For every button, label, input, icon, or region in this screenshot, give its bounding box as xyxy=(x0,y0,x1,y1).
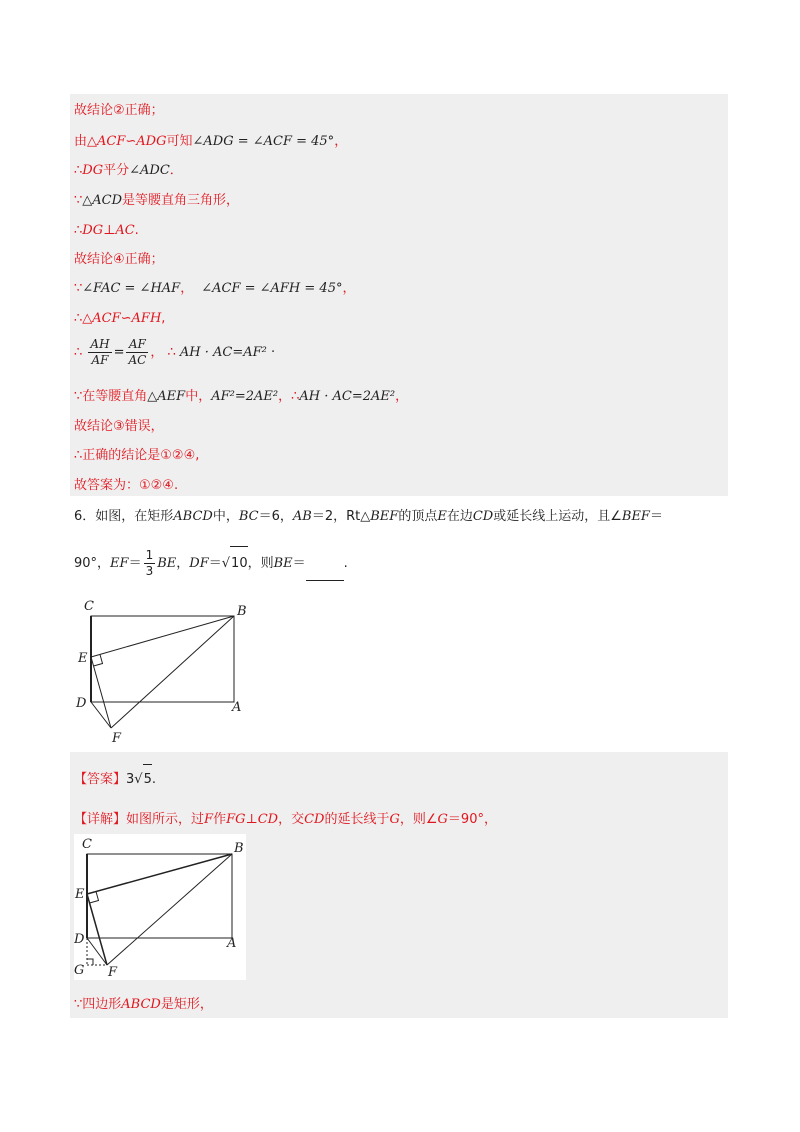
geometry-figure-2 xyxy=(74,834,246,980)
answer-line: 【答案】3√5. xyxy=(74,764,156,795)
label-b-2: B xyxy=(234,841,244,856)
isosceles-right-line: ∵△ACD是等腰直角三角形， xyxy=(74,193,240,208)
label-c-2: C xyxy=(82,837,92,852)
segment-eb-2 xyxy=(87,854,232,894)
fraction-af-ac: $\frac{AF}{AC}$ xyxy=(128,337,147,367)
label-a: A xyxy=(232,700,242,715)
label-e: E xyxy=(78,651,88,666)
answer-blank xyxy=(306,566,344,581)
label-d-2: D xyxy=(74,932,85,947)
rectangle-abcd xyxy=(91,616,234,702)
segment-ef-2 xyxy=(87,894,107,965)
label-b: B xyxy=(237,604,247,619)
segment-df-2 xyxy=(87,938,107,965)
segment-df xyxy=(91,702,111,728)
perpendicular-line: ∴DG⊥AC. xyxy=(74,223,139,238)
similar-afh-line: ∴△ACF∽AFH, xyxy=(74,311,166,326)
segment-ef xyxy=(91,657,111,728)
correct-conclusions-line: ∴正确的结论是①②④, xyxy=(74,448,200,463)
label-d: D xyxy=(76,696,87,711)
right-angle-mark-g xyxy=(87,959,93,965)
label-f: F xyxy=(112,731,122,746)
ratio-line: ∴ $\frac{AH}{AF}$ = $\frac{AF}{AC}$ ， ∴ AH · AC=AF² · xyxy=(74,337,276,367)
question-6-line-1: 6．如图，在矩形ABCD中，BC＝6，AB＝2，Rt△BEF的顶点E在边CD或延长线上运动，且∠BEF＝ xyxy=(74,509,663,524)
rectangle-abcd-2 xyxy=(87,854,232,938)
geometry-figure-1 xyxy=(74,596,254,746)
segment-eb xyxy=(91,616,234,657)
angle-equality-line: ∵∠FAC = ∠HAF， ∠ACF = ∠AFH = 45°， xyxy=(74,281,356,296)
isosceles-aef-line: ∵在等腰直角△AEF中，AF²=2AE²，∴AH · AC=2AE²， xyxy=(74,389,409,404)
label-f-2: F xyxy=(108,965,118,980)
rectangle-statement-line: ∵四边形ABCD是矩形， xyxy=(74,997,213,1012)
bisector-line: ∴DG平分∠ADC． xyxy=(74,163,183,178)
similar-triangles-line: 由△ACF∽ADG可知∠ADG = ∠ACF = 45°， xyxy=(74,134,348,149)
conclusion-3-line: 故结论③错误， xyxy=(74,419,164,434)
segment-fb xyxy=(111,616,234,728)
question-6-line-2: 90°，EF＝ $\frac{1}{3}$ BE，DF＝√10，则BE＝ . xyxy=(74,546,348,581)
fraction-ah-af: $\frac{AH}{AF}$ xyxy=(90,337,110,367)
conclusion-4-line: 故结论④正确； xyxy=(74,252,164,267)
label-a-2: A xyxy=(227,936,237,951)
label-c: C xyxy=(84,599,94,614)
conclusion-2-line: 故结论②正确； xyxy=(74,103,164,118)
fraction-one-third: $\frac{1}{3}$ xyxy=(145,548,154,578)
label-e-2: E xyxy=(75,887,85,902)
detail-line: 【详解】如图所示，过F作FG⊥CD，交CD的延长线于G，则∠G＝90°， xyxy=(74,812,497,827)
label-g-2: G xyxy=(74,963,85,978)
answer-summary-line: 故答案为：①②④. xyxy=(74,478,179,493)
